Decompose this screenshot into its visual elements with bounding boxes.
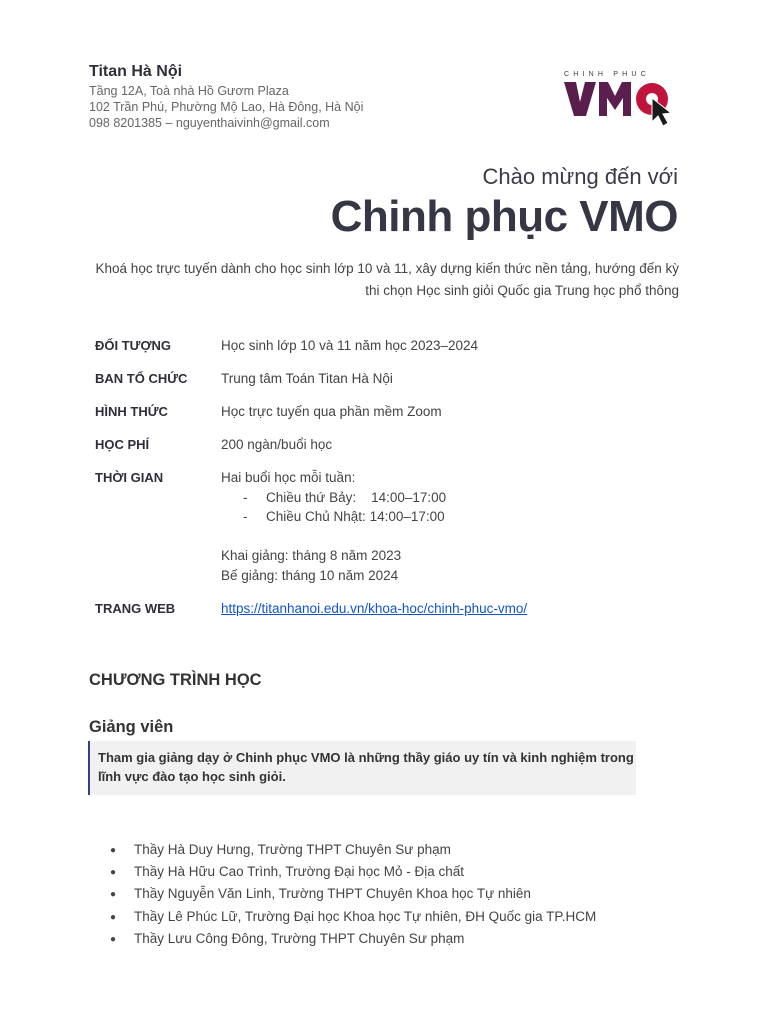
teacher-name: Thầy Nguyễn Văn Linh, Trường THPT Chuyên Khoa học Tự nhiên	[134, 886, 531, 902]
teacher-name: Thầy Lê Phúc Lữ, Trường Đại học Khoa học Tự nhiên, ĐH Quốc gia TP.HCM	[134, 908, 597, 924]
fee-value: 200 ngàn/buổi học	[221, 437, 333, 452]
target-label: ĐỐI TƯỢNG	[95, 338, 172, 353]
list-item	[110, 839, 596, 861]
org-contact: 098 8201385 – nguyenthaivinh@gmail.com	[89, 116, 330, 130]
web-link-container	[221, 601, 527, 616]
teacher-list	[110, 839, 596, 950]
list-item	[110, 883, 596, 905]
list-item	[110, 928, 596, 950]
teacher-name: Thầy Hà Duy Hưng, Trường THPT Chuyên Sư phạm	[134, 842, 451, 857]
time-intro: Hai buổi học mỗi tuần:	[221, 470, 356, 485]
session-item	[243, 509, 445, 524]
list-item	[110, 861, 596, 883]
dash-marker: -	[243, 490, 248, 505]
chinh-phuc-vmo-logo	[560, 66, 675, 126]
page-title: Chinh phục VMO	[330, 192, 678, 241]
logo-top-text: CHINH PHUC	[564, 71, 650, 78]
teachers-heading: Giảng viên	[89, 718, 174, 736]
session-item	[243, 490, 446, 505]
course-intro: Khoá học trực tuyến dành cho học sinh lớp 10 và 11, xây dựng kiến thức nền tảng, hướng đến kỳ thi chọn Học sinh giỏi Quốc gia Trung học phổ thông	[95, 261, 679, 298]
teacher-name: Thầy Hà Hữu Cao Trình, Trường Đại học Mỏ - Địa chất	[134, 864, 465, 880]
bullet-icon: ●	[110, 911, 117, 923]
session-time: 14:00–17:00	[371, 490, 447, 505]
website-link[interactable]: https://titanhanoi.edu.vn/khoa-hoc/chinh-phuc-vmo/	[221, 601, 528, 616]
teacher-name: Thầy Lưu Công Đông, Trường THPT Chuyên Sư phạm	[134, 930, 465, 946]
session-day: Chiều Chủ Nhật:	[266, 509, 366, 524]
opening-date: Khai giảng: tháng 8 năm 2023	[221, 548, 402, 563]
organizer-label: BAN TỔ CHỨC	[95, 371, 188, 386]
bullet-icon: ●	[110, 845, 117, 856]
format-label: HÌNH THỨC	[95, 404, 168, 419]
web-label: TRANG WEB	[95, 601, 176, 616]
program-section-title: CHƯƠNG TRÌNH HỌC	[89, 671, 262, 689]
session-time: 14:00–17:00	[369, 509, 445, 524]
dash-marker: -	[243, 509, 248, 524]
bullet-icon: ●	[110, 867, 117, 879]
logo-letter-v	[564, 82, 596, 116]
welcome-text: Chào mừng đến với	[482, 164, 678, 189]
logo-letter-m	[599, 82, 631, 116]
bullet-icon: ●	[110, 933, 117, 945]
teachers-quote: Tham gia giảng dạy ở Chinh phục VMO là những thầy giáo uy tín và kinh nghiệm trong lĩnh vực đào tạo học sinh giỏi.	[88, 741, 636, 795]
target-value: Học sinh lớp 10 và 11 năm học 2023–2024	[221, 338, 479, 353]
fee-label: HỌC PHÍ	[95, 437, 150, 452]
time-label: THỜI GIAN	[95, 470, 164, 485]
list-item	[110, 906, 596, 928]
session-day: Chiều thứ Bảy:	[266, 490, 357, 505]
org-address-line-2: 102 Trần Phú, Phường Mộ Lao, Hà Đông, Hà Nội	[89, 100, 364, 114]
org-address-line-1: Tầng 12A, Toà nhà Hồ Gươm Plaza	[89, 84, 289, 98]
bullet-icon: ●	[110, 889, 117, 901]
organizer-value: Trung tâm Toán Titan Hà Nội	[221, 371, 393, 386]
closing-date: Bế giảng: tháng 10 năm 2024	[221, 568, 399, 583]
format-value: Học trực tuyến qua phần mềm Zoom	[221, 404, 442, 419]
org-name: Titan Hà Nội	[89, 63, 183, 80]
